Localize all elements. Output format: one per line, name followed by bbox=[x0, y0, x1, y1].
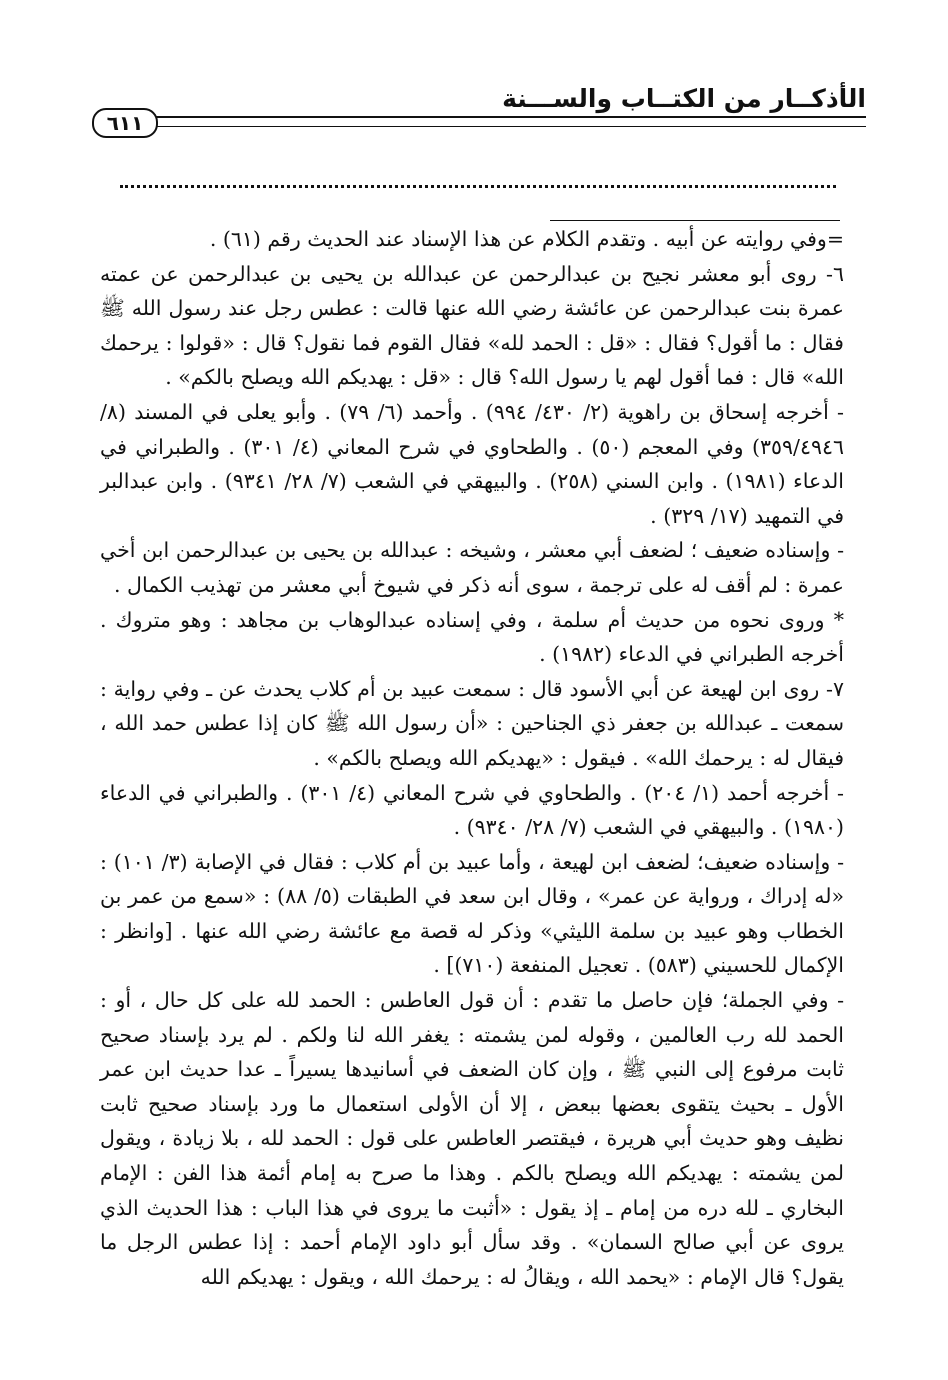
paragraph-takhrij-7: - أخرجه أحمد (١/ ٢٠٤) . والطحاوي في شرح المعاني (٤/ ٣٠١) . والطبراني في الدعاء (١٩٨٠) . والبيهقي في الشعب (٧/ ٢٨/ ٩٣٤٠) . bbox=[100, 780, 844, 840]
running-title: الأذكــار من الكتــاب والســـنة bbox=[502, 84, 866, 113]
dotted-separator bbox=[120, 185, 836, 188]
paragraph-hadith-7: ٧- روى ابن لهيعة عن أبي الأسود قال : سمعت عبيد بن أم كلاب يحدث عن ـ وفي رواية : سمعت ـ عبدالله بن جعفر ذي الجناحين : «أن رسول الله ﷺ كان إذا عطس حمد الله ، فيقال له : يرحمك الله» . فيقول : «يهديكم الله ويصلح بالكم» . bbox=[100, 676, 844, 770]
paragraph-isnad-6: - وإسناده ضعيف ؛ لضعف أبي معشر ، وشيخه : عبدالله بن يحيى بن عبدالرحمن ابن أخي عمرة : لم أقف له على ترجمة ، سوى أنه ذكر في شيوخ أبي معشر من تهذيب الكمال . bbox=[100, 538, 844, 597]
paragraph-continuation: =وفي روايته عن أبيه . وتقدم الكلام عن هذا الإسناد عند الحديث رقم (٦١) . bbox=[209, 227, 844, 251]
paragraph-takhrij-6: - أخرجه إسحاق بن راهوية (٢/ ٤٣٠/ ٩٩٤) . وأحمد (٦/ ٧٩) . وأبو يعلى في المسند (٨/ ٣٥٩/٤٩٤٦) وفي المعجم (٥٠) . والطحاوي في شرح المعاني (٤/ ٣٠١) . والطبراني في الدعاء (١٩٨١) . وابن السني (٢٥٨) . والبيهقي في الشعب (٧/ ٢٨/ ٩٣٤١) . وابن عبدالبر في التمهيد (١٧/ ٣٢٩) . bbox=[100, 399, 844, 528]
paragraph-summary: - وفي الجملة؛ فإن حاصل ما تقدم : أن قول العاطس : الحمد لله على كل حال ، أو : الحمد لله رب العالمين ، وقوله لمن يشمته : يغفر الله لنا ولكم . لم يرد بإسناد صحيح ثابت مرفوع إلى النبي ﷺ ، وإن كان الضعف في أسانيدها يسيراً ـ عدا حديث ابن عمر الأول ـ بحيث يتقوى بعضها ببعض ، إلا أن الأولى استعمال ما ورد بإسناد صحيح ثابت نظيف وهو حديث أبي هريرة ، فيقتصر العاطس على قول : الحمد لله ، بلا زيادة ، ويقول لمن يشمته : يهديكم الله ويصلح بالكم . وهذا ما صرح به إمام أئمة هذا الفن : الإمام البخاري ـ لله دره من إمام ـ إذ يقول : «أثبت ما يروى في هذا الباب : هذا الحديث الذي يروى عن أبي صالح السمان» . وقد سأل أبو داود الإمام أحمد : إذا عطس الرجل ما يقول؟ قال الإمام : «يحمد الله ، ويقالُ له : يرحمك الله ، ويقول : يهديكم الله bbox=[100, 988, 845, 1289]
footnote-rule bbox=[550, 220, 840, 221]
paragraph-note-umm-salama: * وروى نحوه من حديث أم سلمة ، وفي إسناده عبدالوهاب بن مجاهد : وهو متروك . أخرجه الطبراني في الدعاء (١٩٨٢) . bbox=[100, 607, 844, 667]
footnote-body bbox=[100, 222, 844, 1340]
header-rule bbox=[152, 116, 866, 127]
page-number: ٦١١ bbox=[92, 108, 158, 138]
paragraph-isnad-7: - وإسناده ضعيف؛ لضعف ابن لهيعة ، وأما عبيد بن أم كلاب : فقال في الإصابة (٣/ ١٠١) : «له إدراك ، ورواية عن عمر» ، وقال ابن سعد في الطبقات (٥/ ٨٨) : «سمع من عمر بن الخطاب وهو عبيد بن سلمة الليثي» وذكر له قصة مع عائشة رضي الله عنها . [وانظر : الإكمال للحسيني (٥٨٣) . تعجيل المنفعة (٧١٠)] . bbox=[100, 849, 844, 978]
page-header bbox=[92, 78, 866, 138]
paragraph-hadith-6: ٦- روى أبو معشر نجيح بن عبدالرحمن عن عبدالله بن يحيى بن عبدالرحمن عن عمته عمرة بنت عبدالرحمن عن عائشة رضي الله عنها قالت : عطس رجل عند رسول الله ﷺ فقال : ما أقول؟ فقال : «قل : الحمد لله» فقال القوم فما نقول؟ قال : «قولوا : يرحمك الله» قال : فما أقول لهم يا رسول الله؟ قال : «قل : يهديكم الله ويصلح بالكم» . bbox=[100, 261, 844, 390]
